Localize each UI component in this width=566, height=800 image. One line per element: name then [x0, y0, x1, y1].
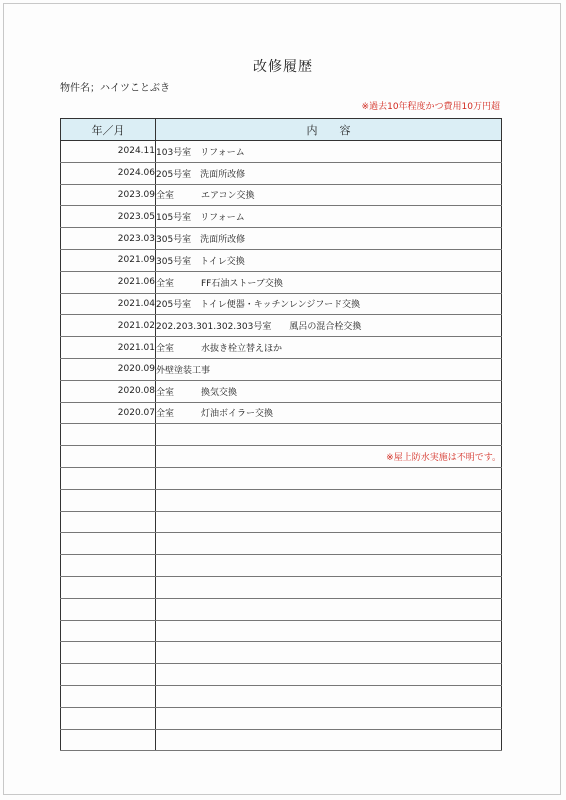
table-row: [61, 685, 502, 707]
row-date: 2020.07: [61, 402, 156, 424]
row-content: 105号室 リフォーム: [156, 206, 502, 228]
row-content: [156, 729, 502, 751]
row-date: [61, 446, 156, 468]
table-row: [61, 228, 502, 250]
table-row: [61, 141, 502, 163]
row-date: [61, 511, 156, 533]
row-date: 2020.08: [61, 380, 156, 402]
header-date: 年／月: [61, 119, 156, 141]
row-date: 2023.09: [61, 184, 156, 206]
row-date: 2024.06: [61, 162, 156, 184]
table-row: [61, 467, 502, 489]
row-date: [61, 642, 156, 664]
renovation-history-table: [60, 118, 502, 751]
row-content: 305号室 トイレ交換: [156, 249, 502, 271]
row-date: 2020.09: [61, 358, 156, 380]
row-content: [156, 707, 502, 729]
row-content: 202.203.301.302.303号室 風呂の混合栓交換: [156, 315, 502, 337]
table-row: [61, 620, 502, 642]
row-date: [61, 707, 156, 729]
table-row: [61, 206, 502, 228]
row-date: [61, 729, 156, 751]
row-content: [156, 467, 502, 489]
row-content: [156, 620, 502, 642]
row-content: 全室 FF石油ストーブ交換: [156, 271, 502, 293]
table-row: [61, 489, 502, 511]
table-row: [61, 402, 502, 424]
row-content: 305号室 洗面所改修: [156, 228, 502, 250]
row-date: 2023.05: [61, 206, 156, 228]
table-header-row: [61, 119, 502, 141]
row-content: [156, 685, 502, 707]
row-date: [61, 424, 156, 446]
row-date: 2023.03: [61, 228, 156, 250]
table-row: [61, 271, 502, 293]
row-date: 2021.02: [61, 315, 156, 337]
row-content: [156, 511, 502, 533]
row-content: 103号室 リフォーム: [156, 141, 502, 163]
row-content: 205号室 トイレ便器・キッチンレンジフード交換: [156, 293, 502, 315]
row-date: [61, 685, 156, 707]
table-row: [61, 576, 502, 598]
row-date: [61, 576, 156, 598]
table-row: [61, 642, 502, 664]
table-row: [61, 337, 502, 359]
page-title: 改修履歴: [253, 59, 313, 75]
row-content: [156, 576, 502, 598]
row-date: [61, 620, 156, 642]
row-content: [156, 555, 502, 577]
table-row: [61, 729, 502, 751]
row-content: 全室 エアコン交換: [156, 184, 502, 206]
row-content: 外壁塗装工事: [156, 358, 502, 380]
row-date: [61, 555, 156, 577]
table-row: [61, 707, 502, 729]
row-content: 全室 換気交換: [156, 380, 502, 402]
row-date: [61, 664, 156, 686]
table-row: [61, 446, 502, 468]
table-row: [61, 598, 502, 620]
row-content: [156, 642, 502, 664]
row-content: [156, 598, 502, 620]
table-row: [61, 315, 502, 337]
table-row: [61, 555, 502, 577]
table-row: [61, 162, 502, 184]
row-date: 2021.09: [61, 249, 156, 271]
row-date: 2021.06: [61, 271, 156, 293]
table-row: [61, 184, 502, 206]
table-row: [61, 249, 502, 271]
roof-waterproofing-note: ※屋上防水実施は不明です。: [156, 446, 502, 468]
table-row: [61, 511, 502, 533]
table-row: [61, 380, 502, 402]
row-date: [61, 467, 156, 489]
row-content: 205号室 洗面所改修: [156, 162, 502, 184]
row-date: [61, 489, 156, 511]
header-content: 内 容: [156, 119, 502, 141]
table-row: [61, 293, 502, 315]
row-content: 全室 灯油ボイラー交換: [156, 402, 502, 424]
table-row: [61, 358, 502, 380]
row-date: 2021.04: [61, 293, 156, 315]
row-content: [156, 533, 502, 555]
row-date: [61, 598, 156, 620]
row-date: 2021.01: [61, 337, 156, 359]
row-content: [156, 664, 502, 686]
cost-criteria-note: ※過去10年程度かつ費用10万円超: [361, 102, 500, 112]
table-row: [61, 533, 502, 555]
row-date: 2024.11: [61, 141, 156, 163]
row-content: 全室 水抜き栓立替えほか: [156, 337, 502, 359]
property-name: 物件名；ハイツことぶき: [60, 83, 170, 94]
row-date: [61, 533, 156, 555]
table-row: [61, 664, 502, 686]
table-row: [61, 424, 502, 446]
row-content: [156, 424, 502, 446]
row-content: [156, 489, 502, 511]
